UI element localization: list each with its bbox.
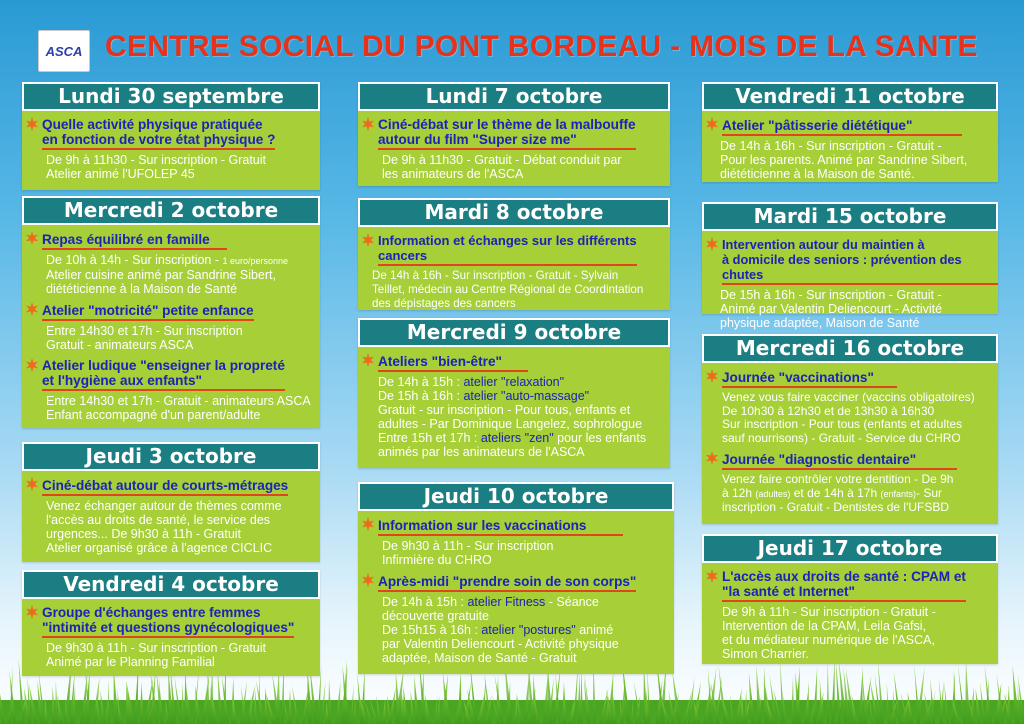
activity-details: De 14h à 15h : atelier Fitness - Séance découverte gratuite De 15h15 à 16h : atelier "postures" animé par Valentin Deliencourt - Activité physique adaptée, Maison de Santé - Gratuit <box>382 595 619 665</box>
asca-logo: ASCA <box>38 30 90 72</box>
activity-details: De 9h30 à 11h - Sur inscription Infirmière du CHRO <box>382 539 554 567</box>
activity-title: Atelier "motricité" petite enfance <box>42 303 254 321</box>
activity-details: Venez vous faire vacciner (vaccins obligatoires) De 10h30 à 12h30 et de 13h30 à 16h30 Sur inscription - Pour tous (enfants et adultes sauf nourrisons) - Gratuit - Service du CHRO <box>722 390 975 445</box>
activity-details: De 14h à 15h : atelier "relaxation" De 15h à 16h : atelier "auto-massage" Gratuit - sur inscription - Pour tous, enfants et adultes - Par Dominique Langelez, sophrologue Entre 15h et 17h : ateliers "zen" pour les enfants animés par les animateurs de l'ASCA <box>378 375 647 459</box>
panel-mardi-8-octobre <box>358 198 670 310</box>
star-icon <box>705 451 719 465</box>
star-icon <box>705 237 719 251</box>
activity <box>702 237 998 285</box>
star-icon <box>25 605 39 619</box>
activity-title: Journée "vaccinations" <box>722 370 897 388</box>
activity <box>358 353 670 372</box>
page-title: CENTRE SOCIAL DU PONT BORDEAU - MOIS DE LA SANTE <box>105 30 978 63</box>
activity-title: Information et échanges sur les différents cancers <box>378 233 637 266</box>
day-heading: Jeudi 3 octobre <box>22 442 320 471</box>
activity <box>702 117 998 136</box>
activity <box>358 233 670 266</box>
activity <box>358 517 674 536</box>
panel-mercredi-2-octobre <box>22 196 320 428</box>
activity-title: Atelier ludique "enseigner la propreté et l'hygiène aux enfants" <box>42 358 285 391</box>
star-icon <box>361 233 375 247</box>
panel-vendredi-4-octobre <box>22 570 320 676</box>
activity <box>22 358 320 391</box>
day-heading: Mercredi 2 octobre <box>22 196 320 225</box>
activity-details: De 9h à 11h - Sur inscription - Gratuit - Intervention de la CPAM, Leila Gafsi, et du médiateur numérique de l'ASCA, Simon Charrier. <box>722 605 936 661</box>
day-heading: Vendredi 4 octobre <box>22 570 320 599</box>
activity-details: De 9h à 11h30 - Sur inscription - Gratuit Atelier animé l'UFOLEP 45 <box>46 153 267 181</box>
star-icon <box>705 369 719 383</box>
activity <box>358 573 674 592</box>
day-heading: Vendredi 11 octobre <box>702 82 998 111</box>
activity <box>358 117 670 150</box>
panel-vendredi-11-octobre <box>702 82 998 182</box>
panel-jeudi-10-octobre <box>358 482 674 674</box>
activity-title: Repas équilibré en famille <box>42 232 227 250</box>
activity-details: Entre 14h30 et 17h - Sur inscription Gratuit - animateurs ASCA <box>46 324 243 352</box>
panel-jeudi-3-octobre <box>22 442 320 562</box>
day-heading: Jeudi 10 octobre <box>358 482 674 511</box>
star-icon <box>361 573 375 587</box>
star-icon <box>25 302 39 316</box>
activity <box>702 369 998 388</box>
panel-lundi-30-septembre <box>22 82 320 190</box>
activity-details: De 14h à 16h - Sur inscription - Gratuit - Sylvain Teillet, médecin au Centre Régional de Coordintation des dépistages des cancers <box>372 269 644 310</box>
activity <box>22 605 320 638</box>
activity-details: De 9h30 à 11h - Sur inscription - Gratuit Animé par le Planning Familial <box>46 641 267 669</box>
activity-title: Ciné-débat sur le thème de la malbouffe autour du film "Super size me" <box>378 117 636 150</box>
activity-title: Intervention autour du maintien à à domicile des seniors : prévention des chutes <box>722 237 998 285</box>
activity-details: Venez échanger autour de thèmes comme l'accès au droits de santé, le service des urgences... De 9h30 à 11h - Gratuit Atelier organisé grâce à l'agence CICLIC <box>46 499 282 555</box>
day-heading: Lundi 7 octobre <box>358 82 670 111</box>
panel-mercredi-9-octobre <box>358 318 670 468</box>
star-icon <box>361 117 375 131</box>
activity-title: Atelier "pâtisserie diététique" <box>722 118 962 136</box>
day-heading: Mercredi 9 octobre <box>358 318 670 347</box>
activity <box>22 231 320 250</box>
star-icon <box>25 231 39 245</box>
day-heading: Lundi 30 septembre <box>22 82 320 111</box>
activity <box>22 477 320 496</box>
activity-details: De 14h à 16h - Sur inscription - Gratuit - Pour les parents. Animé par Sandrine Sibert, diététicienne à la Maison de Santé. <box>720 139 968 181</box>
activity-title: Ateliers "bien-être" <box>378 354 528 372</box>
activity-title: Ciné-débat autour de courts-métrages <box>42 478 288 496</box>
activity-details: Entre 14h30 et 17h - Gratuit - animateurs ASCA Enfant accompagné d'un parent/adulte <box>46 394 311 422</box>
star-icon <box>361 353 375 367</box>
activity <box>702 569 998 602</box>
panel-mercredi-16-octobre <box>702 334 998 524</box>
panel-lundi-7-octobre <box>358 82 670 186</box>
activity <box>22 302 320 321</box>
activity-details: Venez faire contrôler votre dentition - De 9h à 12h (adultes) et de 14h à 17h (enfants)- Sur inscription - Gratuit - Dentistes de l'UFSBD <box>722 472 954 514</box>
activity-details: De 15h à 16h - Sur inscription - Gratuit - Animé par Valentin Deliencourt - Activité physique adaptée, Maison de Santé <box>720 288 943 330</box>
day-heading: Mercredi 16 octobre <box>702 334 998 363</box>
star-icon <box>705 569 719 583</box>
activity <box>22 117 320 150</box>
activity-title: Journée "diagnostic dentaire" <box>722 452 957 470</box>
activity-title: Après-midi "prendre soin de son corps" <box>378 574 636 592</box>
activity-title: Quelle activité physique pratiquée en fonction de votre état physique ? <box>42 117 275 150</box>
activity-details: De 10h à 14h - Sur inscription - 1 euro/personne Atelier cuisine animé par Sandrine Sibert, diététicienne à la Maison de Santé <box>46 253 289 296</box>
day-heading: Jeudi 17 octobre <box>702 534 998 563</box>
star-icon <box>25 117 39 131</box>
panel-jeudi-17-octobre <box>702 534 998 664</box>
activity <box>702 451 998 470</box>
day-heading: Mardi 8 octobre <box>358 198 670 227</box>
activity-title: Groupe d'échanges entre femmes "intimité et questions gynécologiques" <box>42 605 294 638</box>
activity-title: Information sur les vaccinations <box>378 518 623 536</box>
star-icon <box>705 117 719 131</box>
star-icon <box>25 477 39 491</box>
activity-details: De 9h à 11h30 - Gratuit - Débat conduit par les animateurs de l'ASCA <box>382 153 622 181</box>
star-icon <box>25 358 39 372</box>
activity-title: L'accès aux droits de santé : CPAM et "la santé et Internet" <box>722 569 966 602</box>
star-icon <box>361 517 375 531</box>
day-heading: Mardi 15 octobre <box>702 202 998 231</box>
panel-mardi-15-octobre <box>702 202 998 330</box>
